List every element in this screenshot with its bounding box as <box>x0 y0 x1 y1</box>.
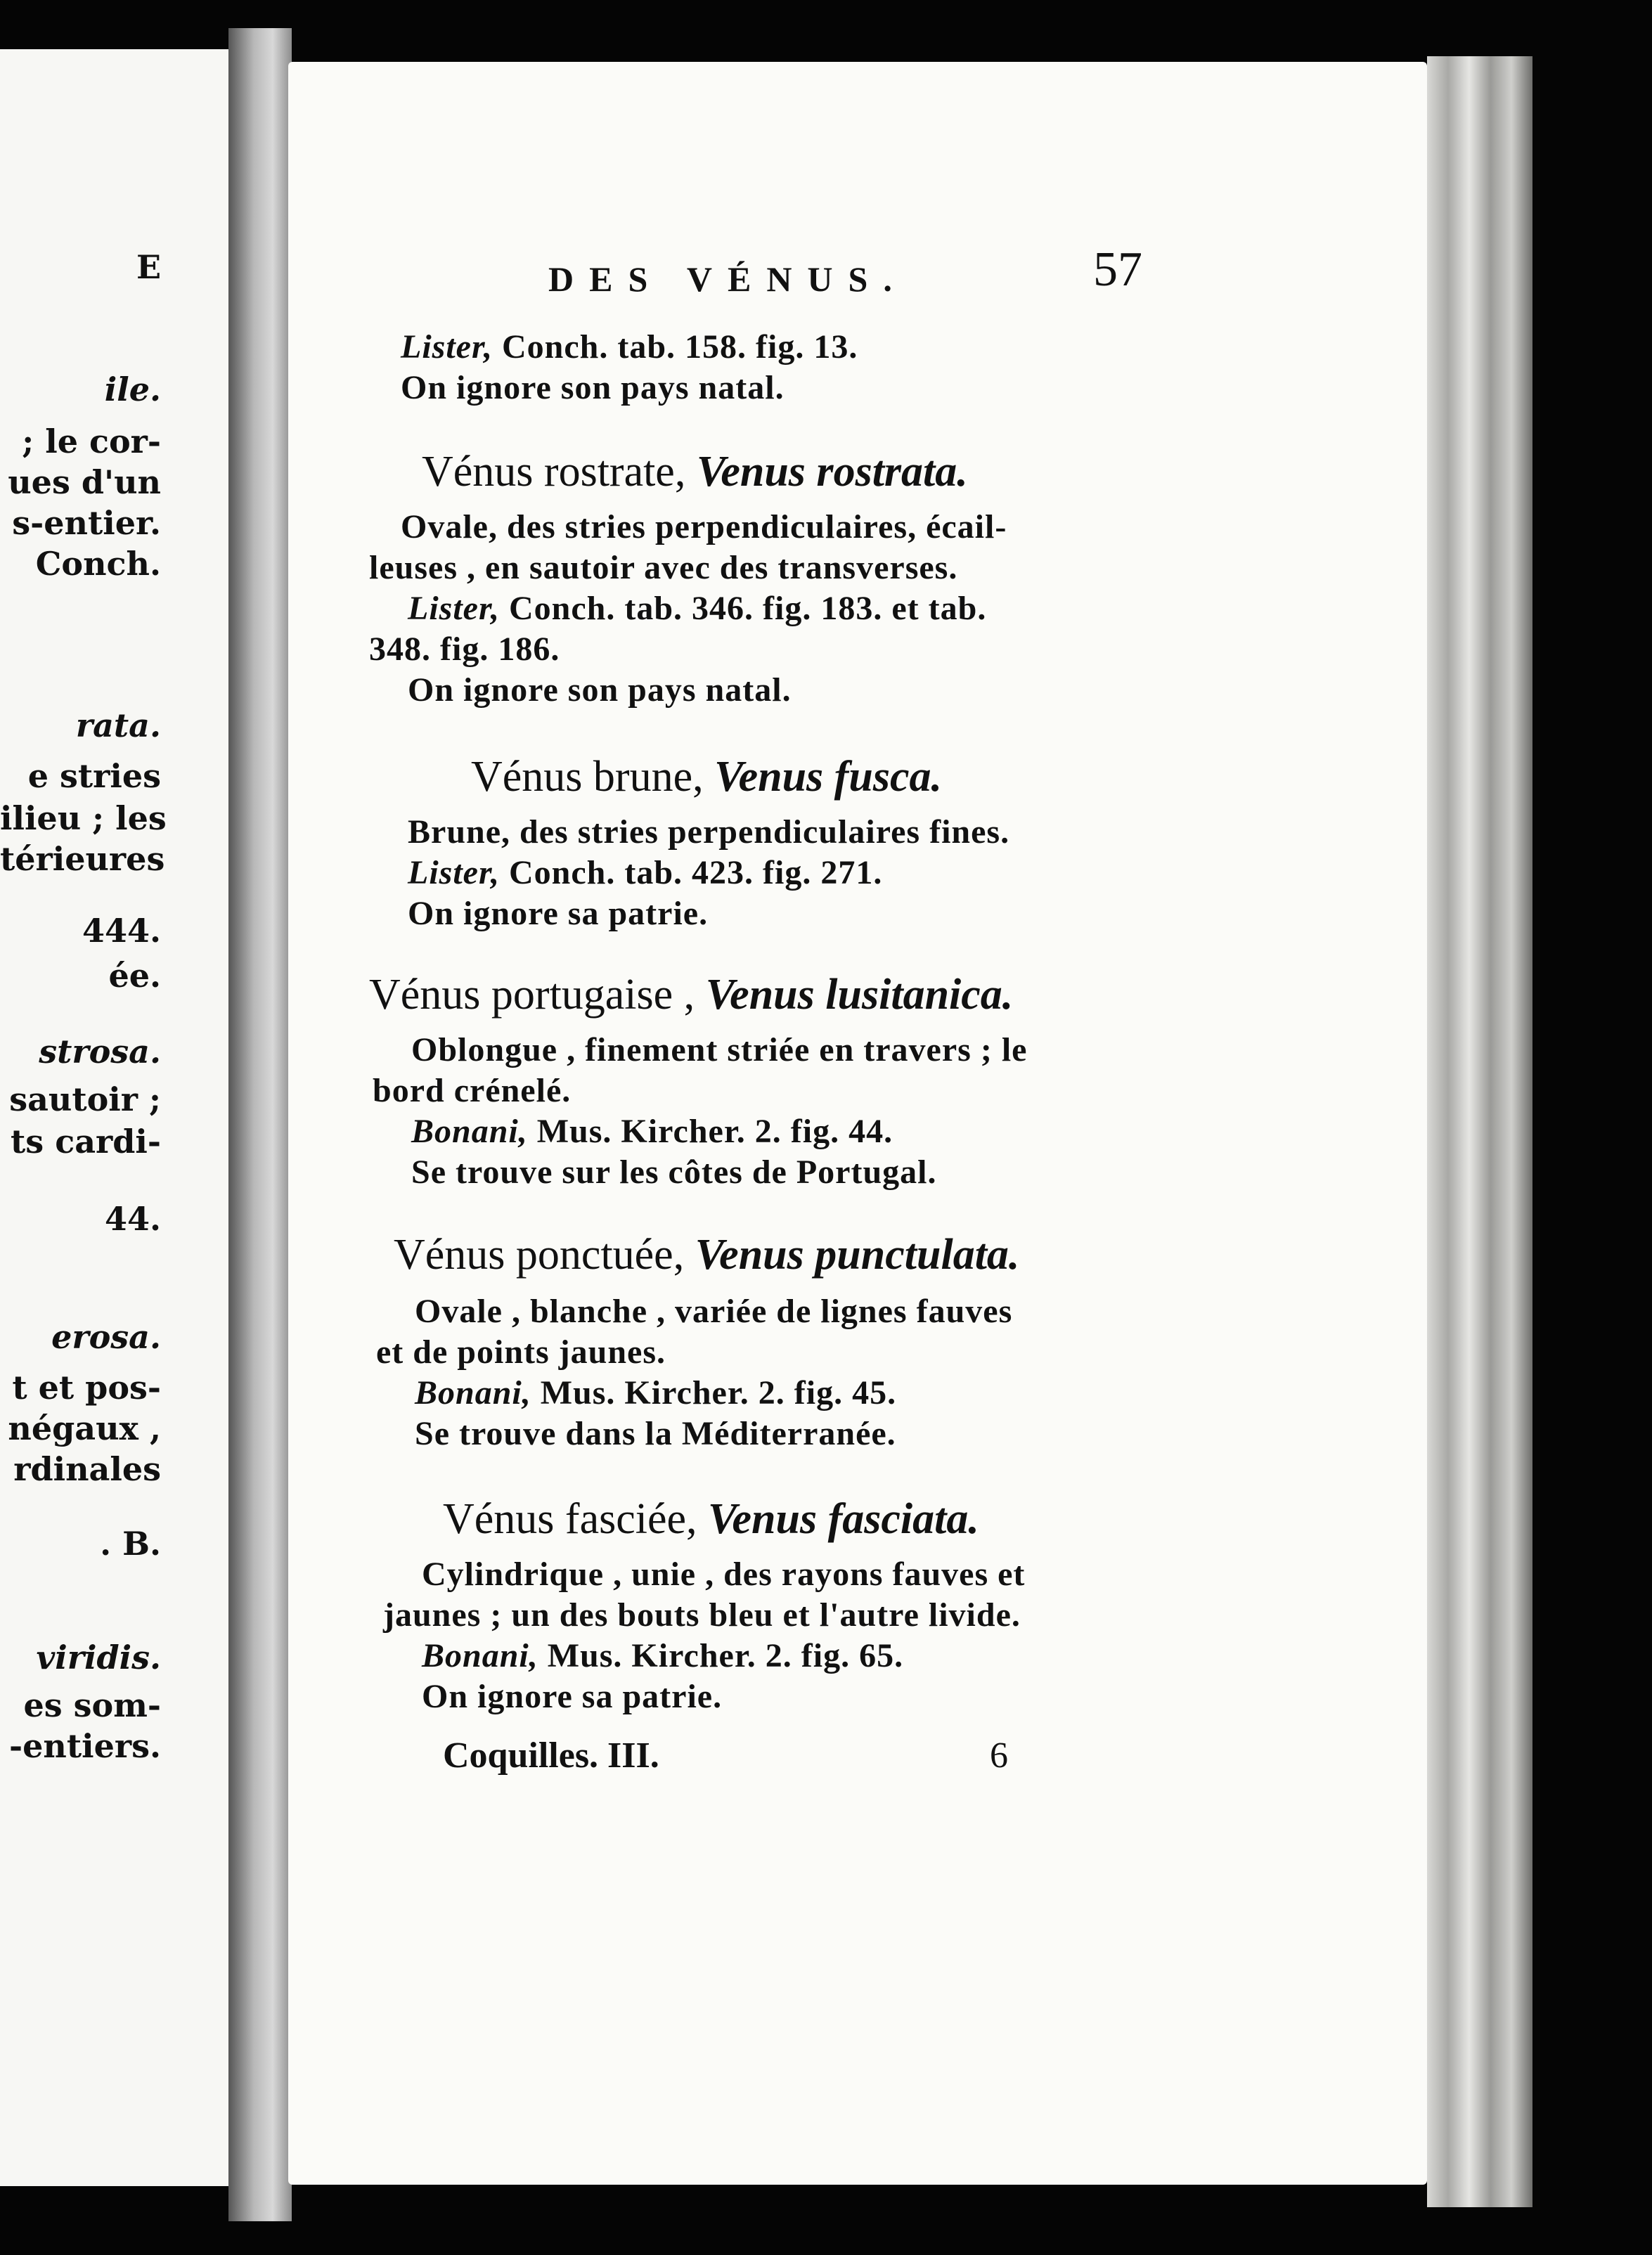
species-common-name: Vénus brune, <box>471 753 715 801</box>
species-common-name: Vénus ponctuée, <box>394 1231 695 1279</box>
body-line <box>373 1071 571 1110</box>
body-line <box>408 671 792 709</box>
facing-page-text: ts cardi- <box>11 1123 161 1161</box>
reference-author: Lister, <box>408 590 501 627</box>
page-number: 57 <box>1093 243 1142 297</box>
reference-text: Conch. tab. 158. fig. 13. <box>493 328 858 366</box>
facing-page-text: t et pos- <box>12 1369 161 1407</box>
body-text: 348. fig. 186. <box>369 631 560 668</box>
body-text: Ovale, des stries perpendiculaires, écail- <box>401 508 1007 545</box>
body-text: On ignore son pays natal. <box>408 671 792 709</box>
reference-line <box>408 853 882 892</box>
body-line <box>422 1555 1025 1594</box>
body-line <box>415 1292 1012 1331</box>
species-heading <box>394 1230 1019 1280</box>
species-latin-name: Venus punctulata. <box>695 1231 1020 1279</box>
species-latin-name: Venus lusitanica. <box>705 971 1014 1019</box>
signature-mark: Coquilles. III. <box>443 1736 659 1776</box>
facing-page-text: ée. <box>108 957 161 995</box>
facing-page-text: erosa. <box>51 1318 161 1356</box>
reference-text: Conch. tab. 423. fig. 271. <box>500 854 883 891</box>
reference-text: Conch. tab. 346. fig. 183. et tab. <box>500 590 987 627</box>
facing-page-text: -entiers. <box>9 1727 161 1765</box>
reference-author: Bonani, <box>422 1637 538 1674</box>
book-gutter <box>228 28 292 2221</box>
facing-page-text: strosa. <box>39 1033 161 1071</box>
facing-page-text: ues d'un <box>8 463 161 501</box>
body-text: Brune, des stries perpendiculaires fines. <box>408 813 1010 851</box>
reference-author: Bonani, <box>411 1113 528 1150</box>
body-line <box>401 368 785 407</box>
reference-text: Mus. Kircher. 2. fig. 45. <box>531 1374 897 1411</box>
body-line <box>411 1153 936 1191</box>
species-common-name: Vénus rostrate, <box>422 448 697 496</box>
body-line <box>422 1677 722 1716</box>
reference-text: Mus. Kircher. 2. fig. 65. <box>538 1637 904 1674</box>
species-heading <box>369 970 1013 1020</box>
body-text: jaunes ; un des bouts bleu et l'autre livide. <box>383 1596 1021 1634</box>
species-heading <box>471 752 942 802</box>
facing-page-text: viridis. <box>36 1639 161 1676</box>
body-text: Oblongue , finement striée en travers ; le <box>411 1031 1028 1068</box>
species-heading <box>443 1494 979 1544</box>
facing-page-text: es som- <box>23 1686 161 1724</box>
body-text: Ovale , blanche , variée de lignes fauves <box>415 1293 1013 1330</box>
body-line <box>408 813 1009 851</box>
body-text: On ignore son pays natal. <box>401 369 785 406</box>
facing-page-text: ; le cor- <box>22 422 161 460</box>
body-line <box>369 548 957 587</box>
facing-page-text: E <box>136 248 161 286</box>
facing-page-text: ilieu ; les <box>0 799 167 837</box>
species-heading <box>422 447 968 497</box>
facing-page-text: e stries <box>27 757 161 795</box>
facing-page-text: 444. <box>82 912 161 950</box>
body-line <box>408 894 708 933</box>
reference-line <box>401 328 858 366</box>
facing-page-text: rdinales <box>13 1450 161 1488</box>
body-line <box>401 508 1007 546</box>
facing-page-text: térieures <box>0 840 165 878</box>
facing-page-text: s-entier. <box>12 504 161 542</box>
species-latin-name: Venus rostrata. <box>696 448 968 496</box>
body-text: On ignore sa patrie. <box>408 895 709 932</box>
facing-page-text: Conch. <box>35 545 161 583</box>
facing-page-text: . B. <box>100 1525 161 1563</box>
species-common-name: Vénus portugaise , <box>369 971 706 1019</box>
body-text: On ignore sa patrie. <box>422 1678 723 1715</box>
reference-author: Bonani, <box>415 1374 531 1411</box>
body-text: Se trouve sur les côtes de Portugal. <box>411 1154 937 1191</box>
gathering-number: 6 <box>990 1736 1008 1776</box>
body-text: leuses , en sautoir avec des transverses. <box>369 549 958 586</box>
body-line <box>415 1414 896 1453</box>
reference-line <box>415 1374 896 1412</box>
facing-page <box>0 49 233 2186</box>
facing-page-text: sautoir ; <box>9 1080 161 1118</box>
reference-line <box>411 1112 893 1151</box>
facing-page-text: négaux , <box>8 1409 161 1447</box>
body-line <box>383 1596 1021 1634</box>
body-text: et de points jaunes. <box>376 1333 666 1371</box>
species-latin-name: Venus fasciata. <box>708 1495 979 1543</box>
body-text: bord crénelé. <box>373 1072 572 1109</box>
facing-page-text: ile. <box>104 370 161 408</box>
species-common-name: Vénus fasciée, <box>443 1495 708 1543</box>
reference-text: Mus. Kircher. 2. fig. 44. <box>527 1113 893 1150</box>
reference-line <box>422 1636 903 1675</box>
page-edges <box>1427 56 1532 2207</box>
species-latin-name: Venus fusca. <box>714 753 942 801</box>
body-text: Cylindrique , unie , des rayons fauves et <box>422 1556 1026 1593</box>
reference-line <box>408 589 986 628</box>
body-line <box>369 630 560 668</box>
body-text: Se trouve dans la Méditerranée. <box>415 1415 896 1452</box>
facing-page-text: rata. <box>75 706 161 744</box>
body-line <box>376 1333 666 1371</box>
body-line <box>411 1030 1027 1069</box>
reference-author: Lister, <box>408 854 501 891</box>
facing-page-text: 44. <box>104 1200 161 1238</box>
running-head: DES VÉNUS. <box>548 259 908 299</box>
reference-author: Lister, <box>401 328 493 366</box>
